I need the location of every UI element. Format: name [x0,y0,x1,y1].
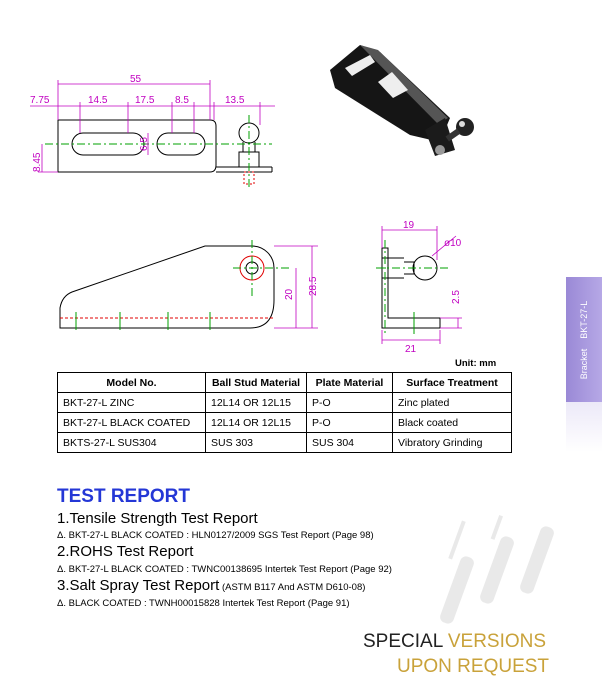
table-row [58,393,512,413]
salt-spray-title: 3.Salt Spray Test Report [57,577,220,594]
top-view-dimensions [30,80,275,172]
dim-8-45: 8.45 [32,152,43,172]
cell-ball-stud: SUS 303 [206,433,307,453]
header-ball-stud: Ball Stud Material [206,373,307,393]
dim-2-5: 2.5 [451,290,462,304]
cell-ball-stud: 12L14 OR 12L15 [206,413,307,433]
report-heading-tensile: 1.Tensile Strength Test Report [57,510,258,527]
table-header-row [58,373,512,393]
side-tab-fade [566,402,602,452]
header-plate: Plate Material [307,373,393,393]
cell-surface: Vibratory Grinding [393,433,512,453]
dim-19: 19 [403,220,415,231]
top-view-dim-labels [30,74,245,172]
report-line-rohs: Δ. BKT-27-L BLACK COATED : TWNC00138695 Intertek Test Report (Page 92) [57,564,392,575]
cell-surface: Black coated [393,413,512,433]
header-surface: Surface Treatment [393,373,512,393]
cell-surface: Zinc plated [393,393,512,413]
dim-8-5: 8.5 [175,95,189,106]
upon-request: UPON REQUEST [397,656,550,677]
product-render [330,45,474,156]
spec-table [57,372,512,453]
dim-7-75: 7.75 [30,95,50,106]
side-tab-code: BKT-27-L [579,300,589,339]
table-row [58,413,512,433]
cell-model: BKTS-27-L SUS304 [58,433,206,453]
table-row [58,433,512,453]
report-line-salt-spray: Δ. BLACK COATED : TWNH00015828 Intertek Test Report (Page 91) [57,598,350,609]
dim-dia-10: ø10 [444,238,462,249]
dim-17-5: 17.5 [135,95,155,106]
salt-spray-note: (ASTM B117 And ASTM D610-08) [219,582,366,593]
cell-plate: P-O [307,393,393,413]
header-model: Model No. [58,373,206,393]
cell-ball-stud: 12L14 OR 12L15 [206,393,307,413]
dim-14-5: 14.5 [88,95,108,106]
dim-55: 55 [130,74,142,85]
cell-model: BKT-27-L ZINC [58,393,206,413]
dim-6-5: 6.5 [139,137,150,151]
special-word: SPECIAL [363,631,448,652]
report-line-tensile: Δ. BKT-27-L BLACK COATED : HLN0127/2009 SGS Test Report (Page 98) [57,530,374,541]
dim-20: 20 [284,288,295,300]
side-tab-category: Bracket [579,348,589,379]
dim-13-5: 13.5 [225,95,245,106]
versions-word: VERSIONS [447,631,547,652]
report-heading-rohs: 2.ROHS Test Report [57,543,194,560]
report-heading-salt-spray [57,577,365,594]
unit-label: Unit: mm [455,358,497,369]
front-view [60,240,290,330]
cell-model: BKT-27-L BLACK COATED [58,413,206,433]
gas-spring-image [430,515,600,650]
cell-plate: P-O [307,413,393,433]
top-view [45,115,272,190]
test-report-title: TEST REPORT [57,486,191,507]
dim-28-5: 28.5 [308,276,319,296]
special-versions [363,631,546,653]
dim-21: 21 [405,344,417,355]
cell-plate: SUS 304 [307,433,393,453]
